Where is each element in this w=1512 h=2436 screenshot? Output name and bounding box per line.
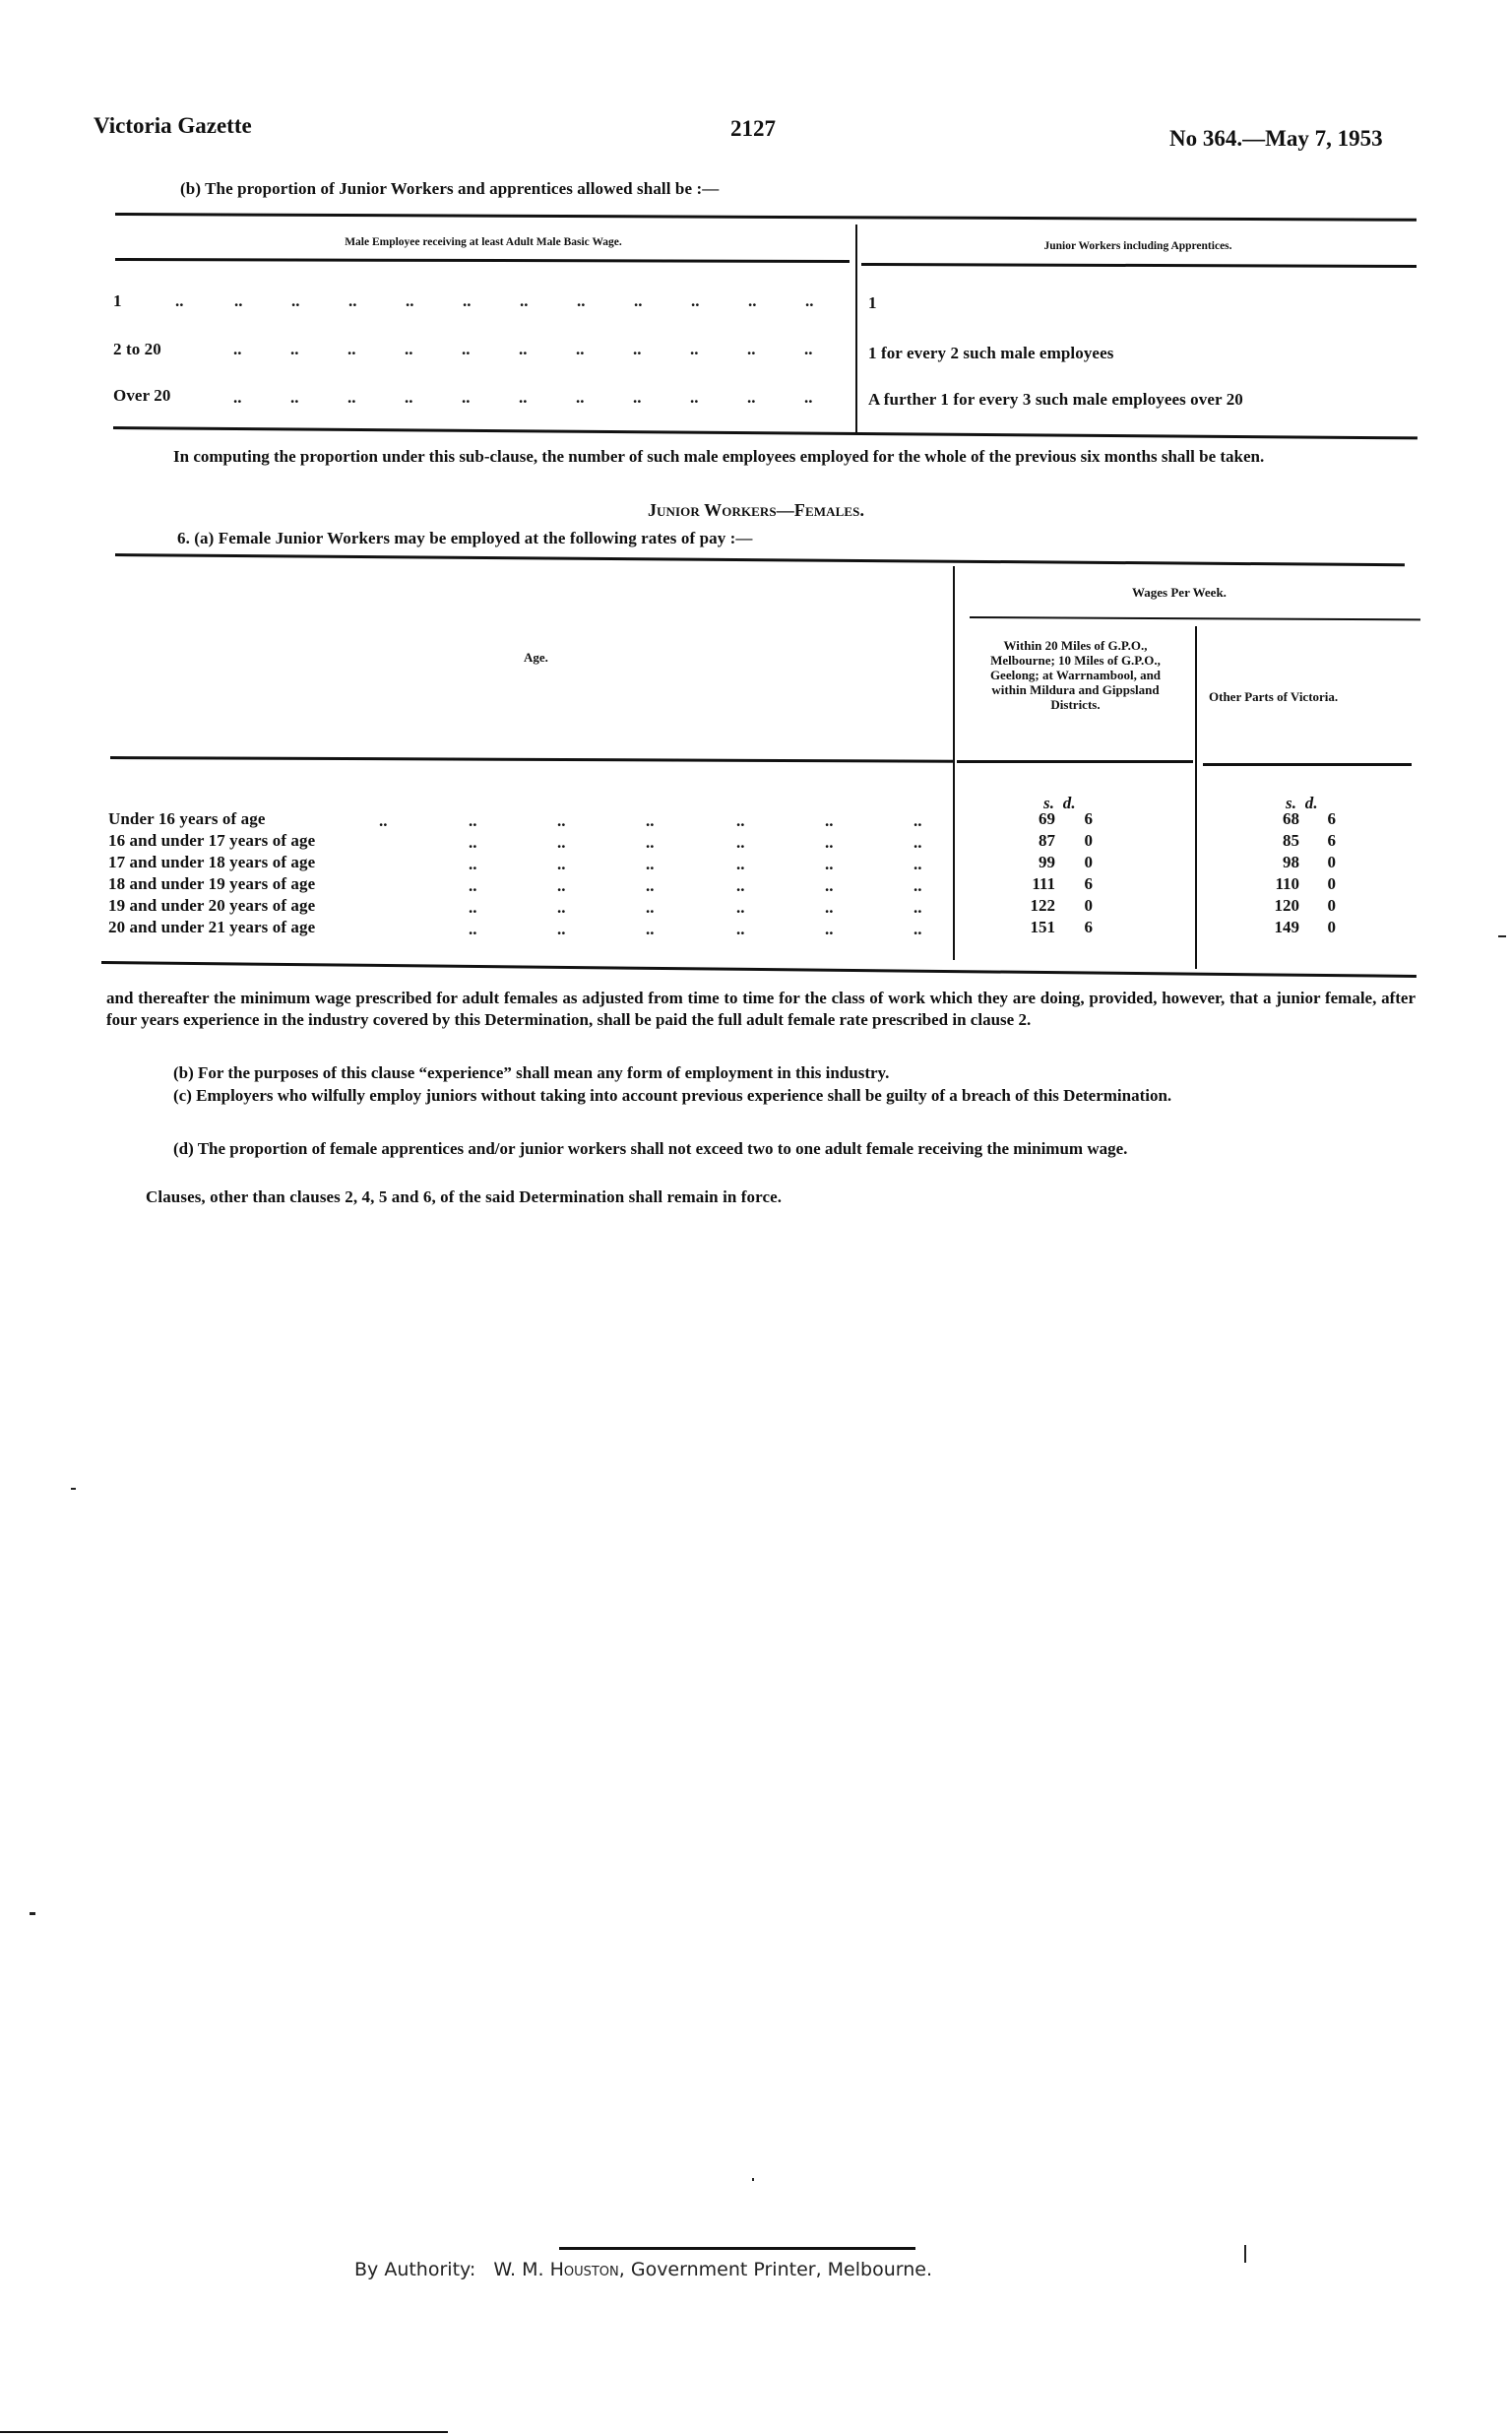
header-bottom-rule-metro (957, 760, 1193, 763)
other-pence-cell: 0 (1327, 896, 1336, 915)
leader-dots: .. (646, 811, 655, 830)
leader-dots: .. (646, 920, 655, 938)
table-bottom-rule (113, 426, 1418, 439)
age-cell: 19 and under 20 years of age (108, 896, 316, 915)
leader-dots: .. (825, 833, 834, 852)
leader-dots: .. (914, 811, 922, 830)
printer-name: W. M. Houston, (493, 2259, 625, 2280)
leader-dots: .. (646, 833, 655, 852)
scan-speck (752, 2178, 754, 2181)
age-cell: 17 and under 18 years of age (108, 853, 316, 871)
publication-title: Victoria Gazette (94, 113, 252, 138)
juniors-cell: A further 1 for every 3 such male employees over 20 (868, 390, 1243, 409)
leader-dots: .. (825, 920, 834, 938)
other-shillings-cell: 120 (1274, 896, 1299, 915)
metro-shillings-cell: 111 (1032, 874, 1055, 893)
other-shillings-cell: 110 (1275, 874, 1299, 893)
leader-dots: .. (736, 855, 745, 873)
printer-title: Government Printer, Melbourne. (630, 2259, 932, 2280)
other-pence-cell: 6 (1327, 831, 1336, 850)
age-column-header: Age. (524, 650, 548, 665)
after-table-text: and thereafter the minimum wage prescribed for adult females as adjusted from time to time for the class of work which they are doing, provided, however, that a junior female, after four years experience in the industry covered by this Determination, shall be paid the full adult female rate prescribed in clause 2. (106, 989, 1416, 1029)
metro-shillings-cell: 99 (1039, 853, 1055, 871)
pence-unit: d. (1062, 794, 1076, 812)
column-header-juniors: Junior Workers including Apprentices. (1043, 240, 1232, 252)
age-cell: 20 and under 21 years of age (108, 918, 316, 936)
juniors-cell: 1 (868, 293, 877, 312)
other-shillings-cell: 98 (1283, 853, 1299, 871)
metro-shillings-cell: 122 (1030, 896, 1055, 915)
header-bottom-rule-age (110, 756, 953, 762)
leader-dots: .. (825, 855, 834, 873)
leader-dots: .. (825, 876, 834, 895)
leader-dots: .. (914, 876, 922, 895)
leader-dots: .. (469, 898, 477, 917)
pence-unit: d. (1304, 794, 1318, 812)
employees-cell: Over 20 (113, 386, 171, 405)
employees-cell: 1 (113, 291, 122, 310)
leader-dots: .. (736, 876, 745, 895)
scan-speck (1498, 935, 1506, 937)
other-pence-cell: 0 (1327, 853, 1336, 871)
juniors-cell: 1 for every 2 such male employees (868, 344, 1114, 362)
bottom-edge-rule (0, 2431, 448, 2433)
clause-6b: (b) For the purposes of this clause “experience” shall mean any form of employment in this industry. (173, 1063, 890, 1082)
section-heading: Junior Workers—Females. (647, 500, 865, 520)
scan-speck (71, 1488, 76, 1490)
table-top-rule (115, 213, 1417, 221)
leader-dots: .. (646, 898, 655, 917)
computing-note: In computing the proportion under this sub-clause, the number of such male employees employed for the whole of the previous six months shall be taken. (173, 447, 1265, 466)
clause-6c: (c) Employers who wilfully employ juniors without taking into account previous experience shall be guilty of a breach of this Determination. (173, 1086, 1172, 1105)
table-bottom-rule (101, 961, 1417, 977)
other-pence-cell: 0 (1327, 874, 1336, 893)
leader-dots: .. (469, 833, 477, 852)
page-number: 2127 (730, 116, 776, 141)
employees-cell: 2 to 20 (113, 340, 161, 358)
leader-dots: .. (825, 898, 834, 917)
metro-shillings-cell: 69 (1039, 809, 1055, 828)
other-pence-cell: 0 (1327, 918, 1336, 936)
other-pence-cell: 6 (1327, 809, 1336, 828)
issue-date: No 364.—May 7, 1953 (1169, 126, 1383, 151)
header-rule-left (115, 258, 850, 262)
column-header-employees: Male Employee receiving at least Adult Male Basic Wage. (345, 236, 622, 248)
leader-dots: .. (557, 833, 566, 852)
leader-dots: .. (736, 833, 745, 852)
leader-dots: .. (825, 811, 834, 830)
scan-speck (1244, 2245, 1246, 2263)
leader-dots: .. (469, 876, 477, 895)
leader-dots: .. (914, 833, 922, 852)
closing-statement: Clauses, other than clauses 2, 4, 5 and 6, of the said Determination shall remain in force. (146, 1187, 783, 1206)
metro-pence-cell: 6 (1084, 809, 1093, 828)
leader-dots: .. (914, 920, 922, 938)
leader-dots: .. (914, 898, 922, 917)
leader-dots: .. (914, 855, 922, 873)
footer-rule (559, 2247, 915, 2250)
other-shillings-cell: 85 (1283, 831, 1299, 850)
clause-5b-intro: (b) The proportion of Junior Workers and apprentices allowed shall be :— (180, 179, 720, 198)
leader-dots: .. (557, 855, 566, 873)
leader-dots: .. (557, 876, 566, 895)
footer-imprint (354, 2259, 932, 2280)
header-bottom-rule-other (1203, 763, 1412, 766)
leader-dots: .. (736, 920, 745, 938)
header-rule-right (861, 263, 1417, 267)
age-cell: 18 and under 19 years of age (108, 874, 316, 893)
wages-subheader-rule (970, 616, 1420, 620)
metro-pence-cell: 6 (1084, 874, 1093, 893)
leader-dots: .. (469, 855, 477, 873)
leader-dots: .. (557, 898, 566, 917)
table-top-rule (115, 553, 1405, 566)
wages-per-week-header: Wages Per Week. (1132, 585, 1227, 600)
age-cell: Under 16 years of age (108, 809, 266, 828)
leader-dots: .. (646, 855, 655, 873)
age-column-divider (953, 566, 955, 960)
leader-dots: .. (469, 811, 477, 830)
leader-dots: .. (736, 811, 745, 830)
shillings-unit: s. (1043, 794, 1055, 812)
metro-shillings-cell: 151 (1030, 918, 1055, 936)
leader-dots: .. (736, 898, 745, 917)
column-divider (855, 224, 857, 433)
other-region-header: Other Parts of Victoria. (1209, 689, 1339, 704)
metro-pence-cell: 0 (1084, 853, 1093, 871)
other-shillings-cell: 68 (1283, 809, 1299, 828)
shillings-unit: s. (1286, 794, 1297, 812)
metro-pence-cell: 0 (1084, 896, 1093, 915)
leader-dots: .. (469, 920, 477, 938)
metro-pence-cell: 6 (1084, 918, 1093, 936)
leader-dots: .. (646, 876, 655, 895)
metro-region-header: Within 20 Miles of G.P.O., Melbourne; 10 Miles of G.P.O., Geelong; at Warrnambool, and within Mildura and Gippsland Districts. (989, 638, 1162, 712)
metro-shillings-cell: 87 (1039, 831, 1055, 850)
other-shillings-cell: 149 (1274, 918, 1299, 936)
region-column-divider (1195, 626, 1197, 969)
age-cell: 16 and under 17 years of age (108, 831, 316, 850)
leader-dots: .. (379, 811, 388, 830)
metro-pence-cell: 0 (1084, 831, 1093, 850)
leader-dots: .. (557, 920, 566, 938)
clause-6a-intro: 6. (a) Female Junior Workers may be employed at the following rates of pay :— (177, 529, 753, 547)
leader-dots: .. (557, 811, 566, 830)
scan-speck (30, 1912, 35, 1915)
clause-6d: (d) The proportion of female apprentices and/or junior workers shall not exceed two to one adult female receiving the minimum wage. (173, 1139, 1128, 1158)
by-authority-label: By Authority: (354, 2259, 476, 2280)
